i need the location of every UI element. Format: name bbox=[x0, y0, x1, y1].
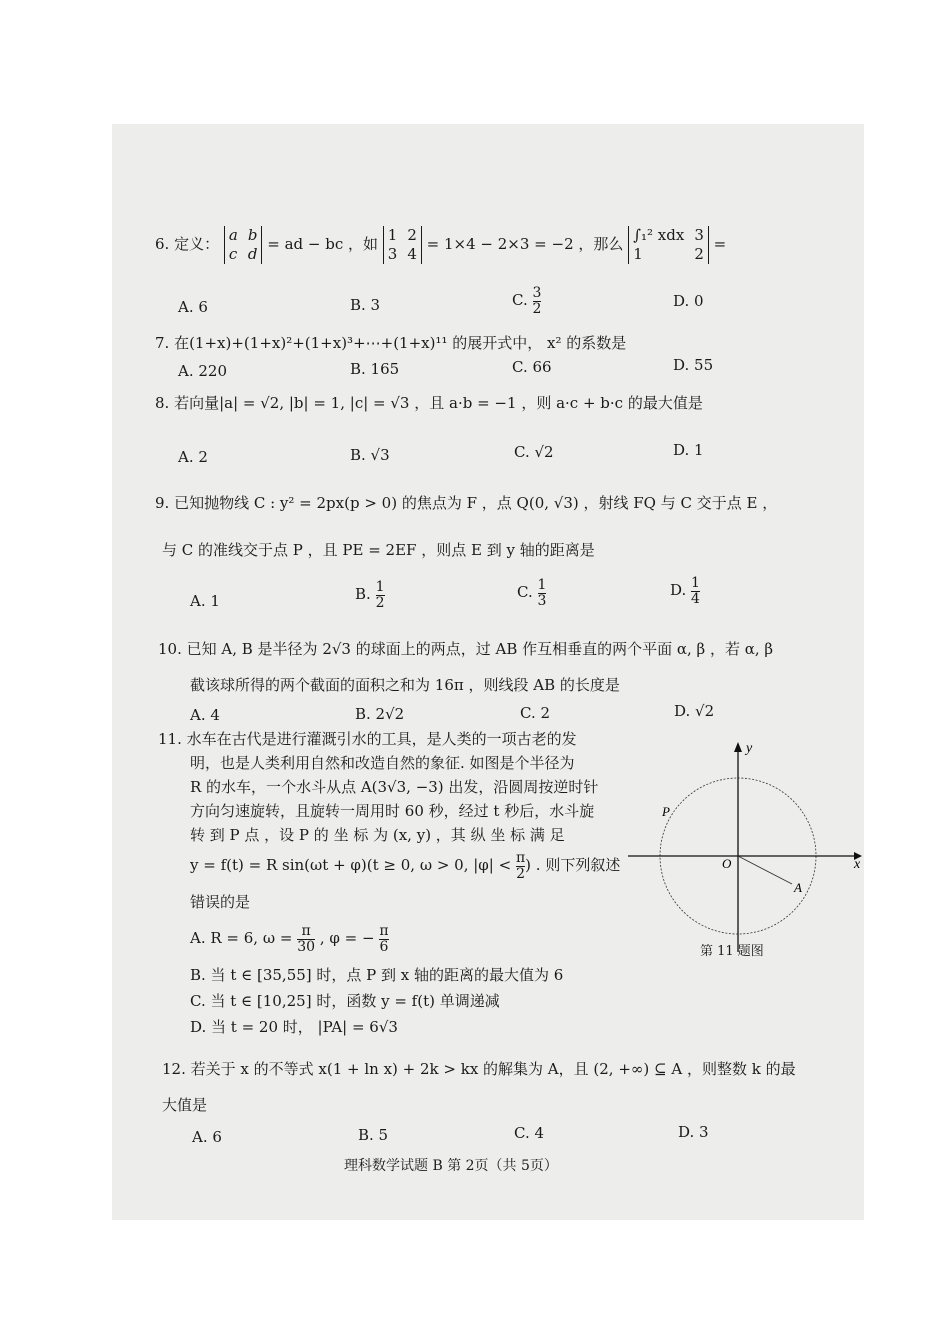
y-axis-arrow-icon bbox=[734, 742, 742, 752]
q9-option-d: D. $\frac{1}{4}$ bbox=[670, 575, 700, 607]
q12-stem-line1: 12. 若关于 x 的不等式 x(1 + ln x) + 2k > kx 的解集为 A，且 (2, +∞) ⊆ A ，则整数 k 的最 bbox=[162, 1060, 796, 1078]
q10-option-b: B. 2√2 bbox=[355, 705, 405, 723]
q6-determinant-integral: ∫₁² xdx 3 1 2 bbox=[628, 226, 709, 264]
q9-option-b: B. $\frac{1}{2}$ bbox=[355, 579, 385, 611]
q7-option-a: A. 220 bbox=[178, 362, 227, 380]
origin-label: O bbox=[722, 856, 732, 871]
q11-option-b: B. 当 t ∈ [35,55] 时，点 P 到 x 轴的距离的最大值为 6 bbox=[190, 966, 564, 984]
q11-stem-line7: 错误的是 bbox=[190, 893, 251, 911]
q10-stem-line1: 10. 已知 A, B 是半径为 2√3 的球面上的两点，过 AB 作互相垂直的两个平面 α, β ，若 α, β bbox=[158, 640, 774, 658]
q6-determinant-def: a b c d bbox=[224, 226, 263, 264]
page-footer: 理科数学试题 B 第 2页（共 5页） bbox=[344, 1158, 558, 1174]
q12-stem-line2: 大值是 bbox=[162, 1096, 208, 1114]
q7-option-b: B. 165 bbox=[350, 360, 400, 378]
q11-stem-line3: R 的水车，一个水斗从点 A(3√3, −3) 出发，沿圆周按逆时针 bbox=[190, 778, 599, 796]
q7-stem: 7. 在(1+x)+(1+x)²+(1+x)³+⋯+(1+x)¹¹ 的展开式中， x² 的系数是 bbox=[155, 334, 627, 352]
q6-option-a: A. 6 bbox=[178, 298, 208, 316]
q12-option-b: B. 5 bbox=[358, 1126, 389, 1144]
q10-option-a: A. 4 bbox=[190, 706, 220, 724]
q11-figure-caption: 第 11 题图 bbox=[700, 944, 764, 959]
q11-stem-line1: 11. 水车在古代是进行灌溉引水的工具，是人类的一项古老的发 bbox=[158, 730, 577, 748]
q9-stem-line1: 9. 已知抛物线 C : y² = 2px(p > 0) 的焦点为 F ，点 Q(0, √3) ，射线 FQ 与 C 交于点 E ， bbox=[155, 494, 778, 512]
q6-option-d: D. 0 bbox=[673, 292, 704, 310]
q9-option-c: C. $\frac{1}{3}$ bbox=[517, 577, 547, 609]
radius-oa bbox=[738, 856, 792, 884]
q12-option-d: D. 3 bbox=[678, 1123, 709, 1141]
q8-option-a: A. 2 bbox=[178, 448, 208, 466]
q6-stem: 6. 定义： a b c d = ad − bc ，如 1 2 3 4 = 1×4 − 2×3 = −2 ，那么 ∫₁² xdx 3 1 2 = bbox=[155, 226, 727, 263]
q6-option-c: C. $\frac{3}{2}$ bbox=[512, 285, 542, 317]
q12-option-a: A. 6 bbox=[192, 1128, 222, 1146]
q8-option-c: C. √2 bbox=[514, 443, 554, 461]
x-axis-label: x bbox=[854, 857, 861, 872]
q9-stem-line2: 与 C 的准线交于点 P ，且 PE = 2EF ，则点 E 到 y 轴的距离是 bbox=[162, 541, 595, 559]
q8-option-d: D. 1 bbox=[673, 441, 704, 459]
q11-option-c: C. 当 t ∈ [10,25] 时，函数 y = f(t) 单调递减 bbox=[190, 992, 500, 1010]
q9-option-a: A. 1 bbox=[190, 592, 220, 610]
q11-stem-line4: 方向匀速旋转，且旋转一周用时 60 秒，经过 t 秒后，水斗旋 bbox=[190, 802, 595, 820]
q11-stem-line5: 转 到 P 点 ，设 P 的 坐 标 为 (x, y) ，其 纵 坐 标 满 足 bbox=[190, 826, 565, 844]
q6-determinant-example: 1 2 3 4 bbox=[383, 226, 422, 264]
exam-page bbox=[112, 124, 864, 1220]
q6-option-b: B. 3 bbox=[350, 296, 381, 314]
q8-option-b: B. √3 bbox=[350, 446, 390, 464]
q7-option-d: D. 55 bbox=[673, 356, 714, 374]
q11-stem-line6: y = f(t) = R sin(ωt + φ)(t ≥ 0, ω > 0, |φ| < $\frac{\pi}{2}$ ) . 则下列叙述 bbox=[190, 850, 621, 882]
y-axis-label: y bbox=[746, 741, 753, 756]
q7-option-c: C. 66 bbox=[512, 358, 552, 376]
q10-option-c: C. 2 bbox=[520, 704, 551, 722]
q11-waterwheel-figure bbox=[622, 738, 866, 960]
point-p-label: P bbox=[662, 804, 670, 819]
q11-option-a: A. R = 6, ω = $\frac{\pi}{30}$ , φ = − $\frac{\pi}{6}$ bbox=[190, 923, 389, 955]
q11-option-d: D. 当 t = 20 时， |PA| = 6√3 bbox=[190, 1018, 398, 1036]
q11-stem-line2: 明，也是人类利用自然和改造自然的象征. 如图是个半径为 bbox=[190, 754, 575, 772]
q12-option-c: C. 4 bbox=[514, 1124, 545, 1142]
q10-option-d: D. √2 bbox=[674, 702, 715, 720]
q8-stem: 8. 若向量|a| = √2, |b| = 1, |c| = √3 ，且 a·b = −1 ，则 a·c + b·c 的最大值是 bbox=[155, 394, 703, 412]
q10-stem-line2: 截该球所得的两个截面的面积之和为 16π ，则线段 AB 的长度是 bbox=[190, 676, 620, 694]
point-a-label: A bbox=[794, 880, 802, 895]
